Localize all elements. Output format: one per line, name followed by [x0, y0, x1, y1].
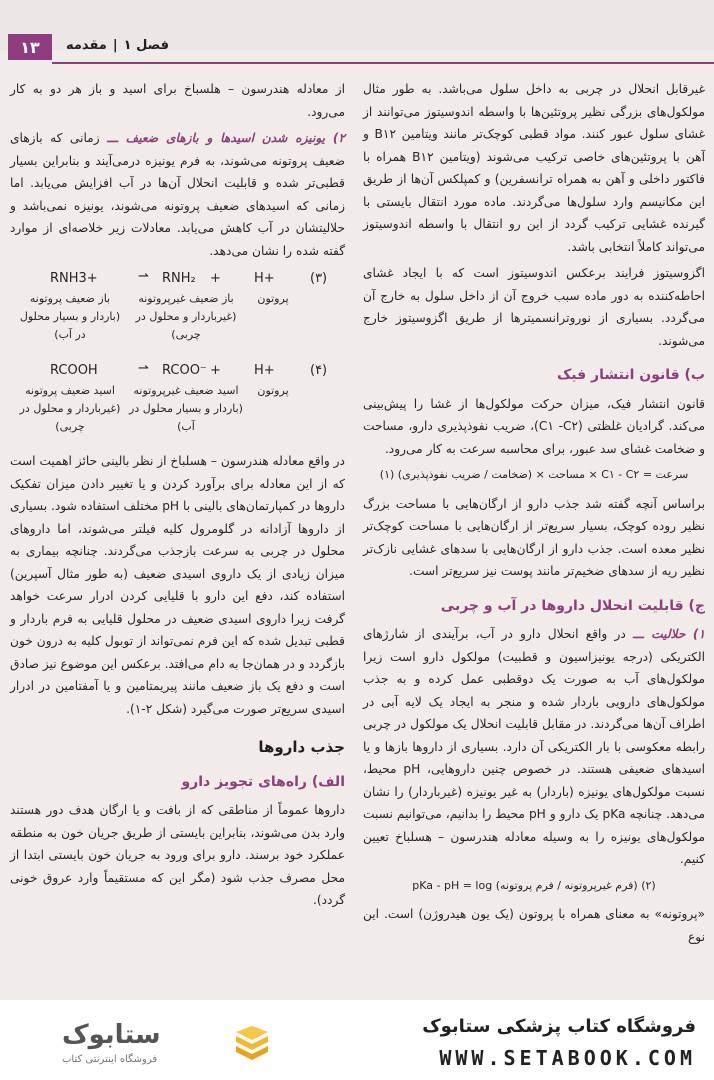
equation-3 — [10, 266, 345, 358]
book-logo-icon — [232, 1024, 272, 1064]
routes-paragraph: داروها عموماً از مناطقی که از بافت و یا ارگان هدف دور هستند وارد بدن می‌شوند، بنابراین بایستی از طریق جریان خون به منطقه عملکرد خود برسند. دارو برای ورود به جریان خون بایستی ابتدا از محل مصرف جذب شود (مگر این که مستقیماً وارد عروق خونی گردد). — [10, 803, 345, 907]
equation-4 — [10, 358, 345, 450]
solubility-paragraph — [363, 623, 705, 871]
formula-1: (۱) مساحت × (ضخامت / ضریب نفوذپذیری) × C۱ - C۲ = سرعت — [379, 468, 689, 481]
logo-subtitle: فروشگاه اینترنتی کتاب — [62, 1054, 158, 1065]
subsection-1-text: در واقع انحلال دارو در آب، برآیندی از شارژهای الکتریکی (درجه یونیزاسیون و قطبیت) مولکول دارو است زیرا مولکول‌های آب به صورت یک دوقطبی عمل کرده و به جذب مولکول‌های دارویی باردار شده و منجر به ایجاد یک لایه آبی در اطراف آن‌ها می‌گردند. در مقابل قابلیت انحلال یک مولکول در چربی رابطه معکوسی با بار الکتریکی آن دارد. بسیاری از داروها بازها و یا اسیدهای ضعیفی هستند. در خصوص چنین داروهایی، pH محیط، نسبت مولکول‌های یونیزه (باردار) به غیر یونیزه (غیرباردار) را نشان می‌دهد. چنانچه pKa یک دارو و pH محیط را بدانیم، می‌توانیم نسبت مولکول‌های یونیزه را به وسیله معادله هندرسون – هسلباخ تعیین کنیم. — [363, 627, 706, 866]
shop-title: فروشگاه کتاب پزشکی ستابوک — [422, 1016, 696, 1037]
page-number: ۱۳ — [8, 34, 52, 60]
fick-paragraph: قانون انتشار فیک، میزان حرکت مولکول‌ها از غشا را پیش‌بینی می‌کند. گرادیان غلظتی (C۱ -C۲)، ضریب نفوذپذیری دارو، مساحت و ضخامت غشای سد عبور، برای محاسبه سرعت به کار می‌رود. — [363, 396, 705, 456]
section-title-routes: الف) راه‌های تجویز دارو — [181, 773, 345, 790]
equation-4-base: RCOO⁻ — [162, 363, 207, 378]
formula-2: pKa - pH = log (فرم غیرپروتونه / فرم پروتونه) (۲) — [412, 878, 656, 892]
right-column — [363, 78, 705, 952]
subsection-2-title: ۲) یونیزه شدن اسیدها و بازهای ضعیف ـــ — [107, 131, 346, 145]
equation-4-number: (۴) — [310, 363, 328, 378]
equation-4-acid-label: اسید ضعیف پروتونه (غیرباردار و محلول در چربی) — [19, 384, 121, 433]
equation-3-acid: RNH3+ — [50, 271, 98, 286]
left-column — [10, 78, 345, 916]
endocytosis-paragraph: غیرقابل انحلال در چربی به داخل سلول می‌باشد. به طور مثال مولکول‌های بزرگی نظیر پروتئین‌ها با واسطه اندوسیتوز می‌توانند از غشای سلول عبور کنند. مواد قطبی کوچک‌تر مانند ویتامین B۱۲ و آهن با پروتئین‌های خاصی ترکیب می‌شوند (ویتامین B۱۲ همراه با فاکتور داخلی و آهن به همراه ترانسفرین) و کمپلکس آن‌ها از طریق این مکانیسم وارد سلول‌ها می‌گردند. ماده مورد انتقال بایستی با گیرنده غشایی ترکیب گردد از این رو انتقال با واسطه اندوسیتوز می‌تواند کاملاً انتخابی باشد. — [363, 82, 705, 254]
equation-3-proton-label: پروتون — [257, 292, 289, 305]
logo-text: ستابوک — [62, 1020, 161, 1050]
equation-3-arrow: ⇀ — [138, 269, 149, 284]
protonated-paragraph: «پروتونه» به معنای همراه با پروتون (یک یون هیدروژن) است. این نوع — [363, 907, 705, 944]
page-header — [0, 0, 714, 57]
section-title-absorption: جذب داروها — [258, 738, 345, 756]
shop-url[interactable]: WWW.SETABOOK.COM — [439, 1046, 696, 1070]
equation-3-base-label: باز ضعیف غیرپروتونه (غیرباردار و محلول در چربی) — [135, 292, 237, 341]
subsection-2 — [10, 127, 345, 262]
equation-4-plus: + — [210, 363, 221, 378]
intro-text: از معادله هندرسون – هلسباخ برای اسید و باز هر دو به کار می‌رود. — [10, 82, 345, 119]
subsection-2-text: زمانی که بازهای ضعیف پروتونه می‌شوند، به فرم یونیزه درمی‌آیند و بنابراین بسیار قطبی‌تر شده و قابلیت انحلال آن‌ها در آب افزایش می‌یابد. اما زمانی که اسیدهای ضعیف پروتونه می‌شوند، یونیزه نمی‌باشد و حلالیتشان در آب کاهش می‌یابد. معادلات زیر خلاصه‌ای از موارد گفته شده را نشان می‌دهد. — [10, 131, 345, 258]
section-title-solubility: ج) قابلیت انحلال داروها در آب و چربی — [440, 597, 705, 614]
subsection-1-title: ۱) حلالیت ـــ — [632, 627, 706, 641]
area-paragraph: براساس آنچه گفته شد جذب دارو از ارگان‌هایی با مساحت بزرگ نظیر روده کوچک، بسیار سریع‌تر از ارگان‌هایی با مساحت کوچک‌تر نظیر معده است. جذب دارو از ارگان‌هایی با سدهای غشایی نازک‌تر نظیر ریه از سدهای ضخیم‌تر مانند پوست نیز سریع‌تر است. — [363, 496, 705, 578]
setabook-logo[interactable] — [22, 1018, 272, 1072]
equation-3-acid-label: باز ضعیف پروتونه (باردار و بسیار محلول در آب) — [19, 292, 121, 341]
equation-3-plus: + — [210, 271, 221, 286]
chapter-number: فصل ۱ — [123, 38, 169, 53]
chapter-title: مقدمه — [66, 38, 107, 53]
equation-3-base: RNH₂ — [162, 271, 196, 286]
equation-4-arrow: ⇀ — [138, 361, 149, 376]
footer-banner — [0, 1000, 714, 1080]
equation-4-proton: H+ — [254, 363, 275, 378]
equation-3-proton: H+ — [254, 271, 275, 286]
equation-3-number: (۳) — [310, 271, 328, 286]
henderson-paragraph: در واقع معادله هندرسون – هسلباخ از نظر بالینی حائز اهمیت است که از این معادله برای برآورد کردن و یا تغییر دادن میزان تفکیک داروها در کمپارتمان‌های بالینی با pH مختلف استفاده شود. بسیاری از داروها آزادانه در گلومرول کلیه فیلتر می‌شوند، اما داروهای محلول در چربی به سرعت بازجذب می‌گردند. چنانچه بیماری به میزان زیادی از یک داروی اسیدی ضعیف (به طور مثال آسپرین) استفاده کند، دفع این دارو با قلیایی کردن ادرار سرعت خواهد گرفت زیرا داروی اسیدی ضعیف در محلول قلیایی به فرم باردار و قطبی تبدیل شده که این فرم نمی‌تواند از توبول کلیه به درون خون بازگردد و در همان‌جا به دام می‌افتد. برعکس این موضوع نیز صادق است و دفع یک باز ضعیف مانند پیریمتامین و یا آمفتامین در ادرار اسیدی سریع‌تر صورت می‌گیرد (شکل ۲-۱). — [10, 454, 345, 716]
chapter-separator: | — [112, 38, 118, 53]
header-rule — [52, 62, 714, 64]
equation-4-base-label: اسید ضعیف غیرپروتونه (باردار و بسیار محلول در آب) — [129, 384, 243, 433]
chapter-label — [66, 38, 169, 53]
exocytosis-paragraph: اگزوسیتوز فرایند برعکس اندوسیتوز است که با ایجاد غشای احاطه‌کننده به دور ماده سبب خروج آن از داخل سلول به خارج آن می‌گردد. بسیاری از نوروترانسمیترها از طریق اگزوسیتوز خارج می‌شوند. — [363, 266, 705, 348]
section-title-fick: ب) قانون انتشار فیک — [556, 367, 705, 383]
equation-4-proton-label: پروتون — [257, 384, 289, 397]
equation-4-acid: RCOOH — [50, 363, 98, 378]
